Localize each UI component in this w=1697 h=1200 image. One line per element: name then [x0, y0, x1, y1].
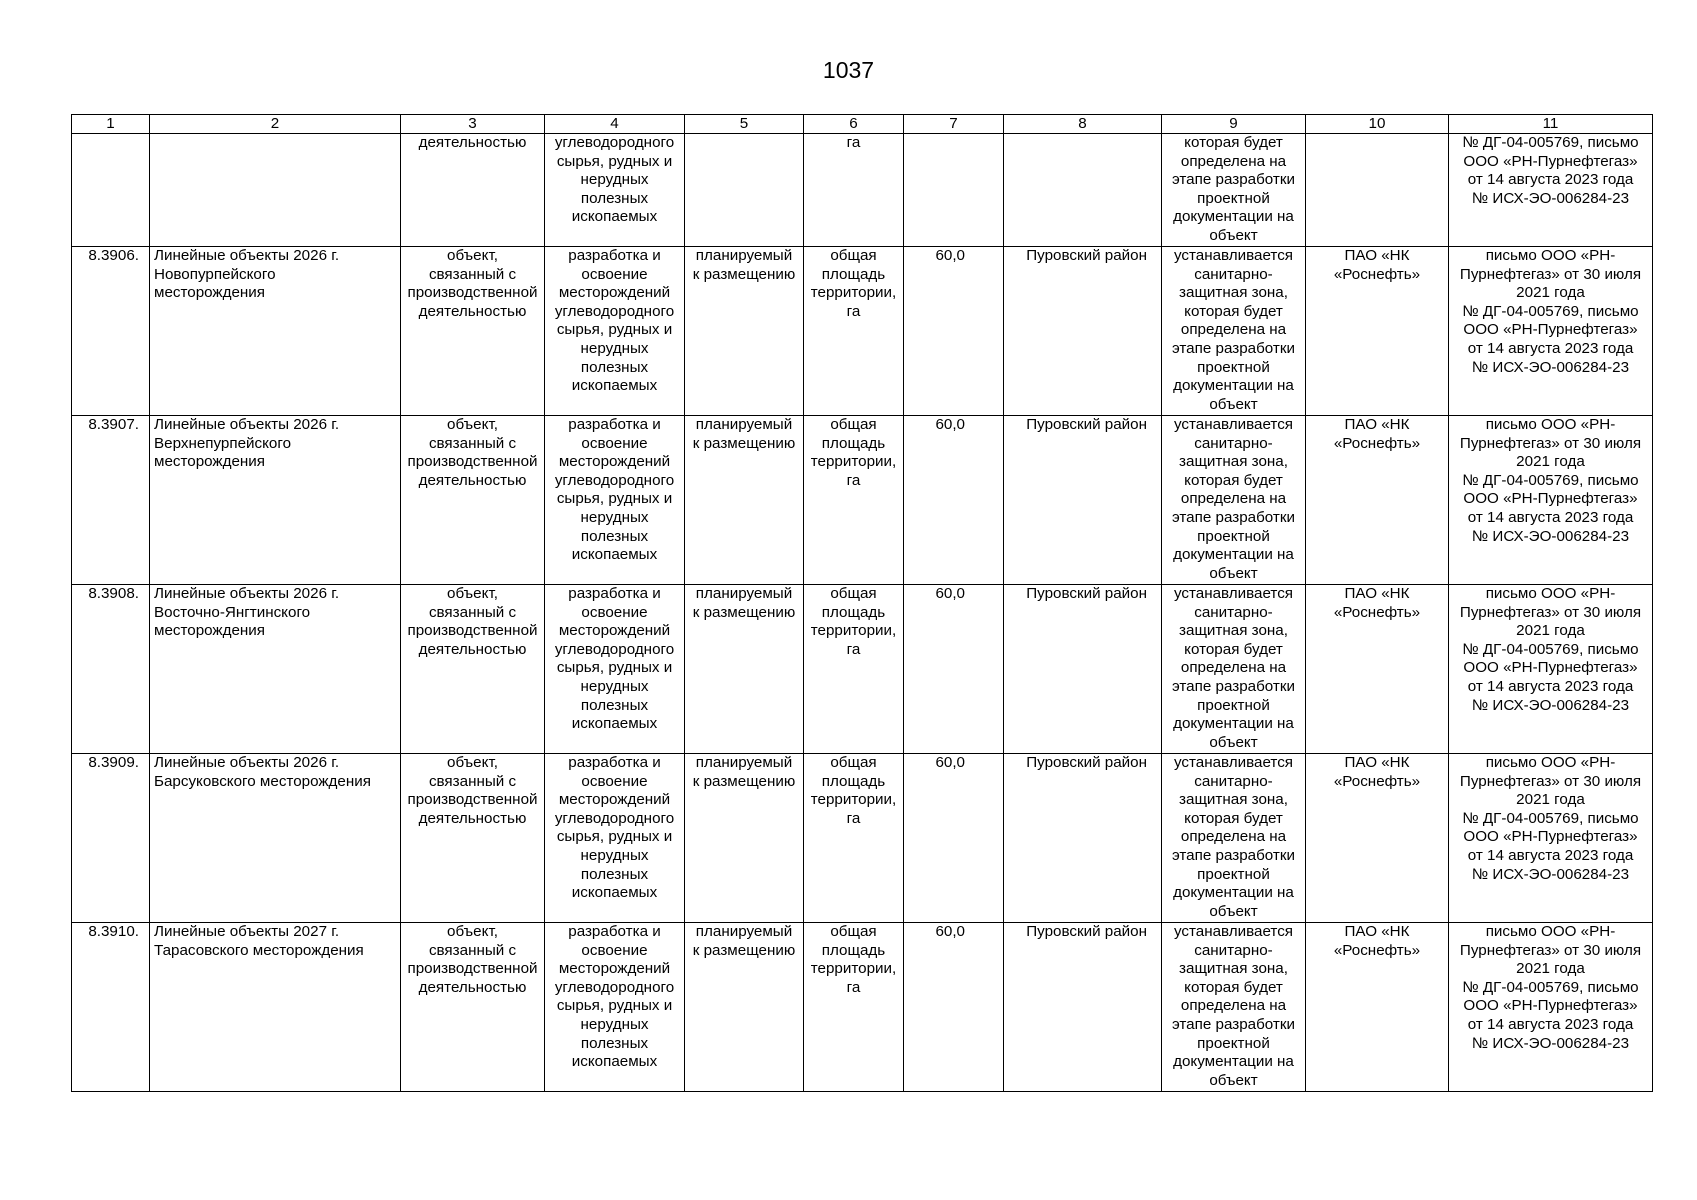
cell-number: 8.3908.	[72, 585, 150, 754]
column-header: 1	[72, 115, 150, 134]
cell-location: Пуровский район	[1004, 585, 1162, 754]
cell-owner: ПАО «НК «Роснефть»	[1306, 754, 1449, 923]
cell-object-name: Линейные объекты 2026 г. Барсуковского месторождения	[150, 754, 401, 923]
cell-zone: устанавливается санитарно- защитная зона, которая будет определена на этапе разработки проектной документации на объект	[1162, 923, 1306, 1092]
cell-characteristic: общая площадь территории, га	[804, 416, 904, 585]
table-row	[72, 416, 1653, 585]
cell-object-name	[150, 134, 401, 247]
column-header: 8	[1004, 115, 1162, 134]
cell-characteristic: общая площадь территории, га	[804, 754, 904, 923]
cell-object-type: объект, связанный с производственной деятельностью	[401, 247, 545, 416]
cell-number	[72, 134, 150, 247]
cell-object-type: объект, связанный с производственной деятельностью	[401, 585, 545, 754]
cell-object-name: Линейные объекты 2026 г. Верхнепурпейского месторождения	[150, 416, 401, 585]
cell-location	[1004, 134, 1162, 247]
cell-number: 8.3909.	[72, 754, 150, 923]
cell-object-type: объект, связанный с производственной деятельностью	[401, 754, 545, 923]
cell-location: Пуровский район	[1004, 416, 1162, 585]
table-row-continued	[72, 134, 1653, 247]
cell-status	[685, 134, 804, 247]
page-number: 1037	[822, 57, 875, 83]
cell-basis: письмо ООО «РН- Пурнефтегаз» от 30 июля 2021 года № ДГ-04-005769, письмо ООО «РН-Пурнефтегаз» от 14 августа 2023 года № ИСХ-ЭО-006284-23	[1449, 416, 1653, 585]
cell-characteristic: общая площадь территории, га	[804, 585, 904, 754]
table-row	[72, 923, 1653, 1092]
table-row	[72, 585, 1653, 754]
cell-basis: № ДГ-04-005769, письмо ООО «РН-Пурнефтегаз» от 14 августа 2023 года № ИСХ-ЭО-006284-23	[1449, 134, 1653, 247]
cell-object-name: Линейные объекты 2026 г. Новопурпейского месторождения	[150, 247, 401, 416]
cell-number: 8.3906.	[72, 247, 150, 416]
cell-owner: ПАО «НК «Роснефть»	[1306, 923, 1449, 1092]
column-header: 9	[1162, 115, 1306, 134]
cell-purpose: разработка и освоение месторождений углеводородного сырья, рудных и нерудных полезных ископаемых	[545, 923, 685, 1092]
cell-zone: устанавливается санитарно- защитная зона, которая будет определена на этапе разработки проектной документации на объект	[1162, 416, 1306, 585]
cell-object-name: Линейные объекты 2026 г. Восточно-Янгтинского месторождения	[150, 585, 401, 754]
cell-status: планируемый к размещению	[685, 923, 804, 1092]
cell-value: 60,0	[904, 247, 1004, 416]
cell-location: Пуровский район	[1004, 247, 1162, 416]
cell-owner: ПАО «НК «Роснефть»	[1306, 247, 1449, 416]
cell-purpose: разработка и освоение месторождений углеводородного сырья, рудных и нерудных полезных ископаемых	[545, 585, 685, 754]
registry-table	[71, 114, 1653, 1092]
cell-zone: устанавливается санитарно- защитная зона, которая будет определена на этапе разработки проектной документации на объект	[1162, 585, 1306, 754]
cell-owner	[1306, 134, 1449, 247]
cell-value: 60,0	[904, 416, 1004, 585]
cell-object-name: Линейные объекты 2027 г. Тарасовского месторождения	[150, 923, 401, 1092]
cell-zone: устанавливается санитарно- защитная зона, которая будет определена на этапе разработки проектной документации на объект	[1162, 247, 1306, 416]
cell-value: 60,0	[904, 923, 1004, 1092]
column-header: 10	[1306, 115, 1449, 134]
cell-zone: которая будет определена на этапе разработки проектной документации на объект	[1162, 134, 1306, 247]
cell-purpose: углеводородного сырья, рудных и нерудных полезных ископаемых	[545, 134, 685, 247]
cell-status: планируемый к размещению	[685, 585, 804, 754]
cell-owner: ПАО «НК «Роснефть»	[1306, 585, 1449, 754]
cell-value: 60,0	[904, 585, 1004, 754]
cell-number: 8.3907.	[72, 416, 150, 585]
cell-value: 60,0	[904, 754, 1004, 923]
column-header: 11	[1449, 115, 1653, 134]
cell-zone: устанавливается санитарно- защитная зона, которая будет определена на этапе разработки проектной документации на объект	[1162, 754, 1306, 923]
cell-characteristic: га	[804, 134, 904, 247]
cell-object-type: деятельностью	[401, 134, 545, 247]
cell-number: 8.3910.	[72, 923, 150, 1092]
cell-characteristic: общая площадь территории, га	[804, 923, 904, 1092]
cell-owner: ПАО «НК «Роснефть»	[1306, 416, 1449, 585]
cell-basis: письмо ООО «РН- Пурнефтегаз» от 30 июля 2021 года № ДГ-04-005769, письмо ООО «РН-Пурнефтегаз» от 14 августа 2023 года № ИСХ-ЭО-006284-23	[1449, 247, 1653, 416]
column-header: 3	[401, 115, 545, 134]
cell-status: планируемый к размещению	[685, 247, 804, 416]
cell-basis: письмо ООО «РН- Пурнефтегаз» от 30 июля 2021 года № ДГ-04-005769, письмо ООО «РН-Пурнефтегаз» от 14 августа 2023 года № ИСХ-ЭО-006284-23	[1449, 754, 1653, 923]
cell-location: Пуровский район	[1004, 923, 1162, 1092]
cell-purpose: разработка и освоение месторождений углеводородного сырья, рудных и нерудных полезных ископаемых	[545, 754, 685, 923]
table-row	[72, 754, 1653, 923]
cell-object-type: объект, связанный с производственной деятельностью	[401, 923, 545, 1092]
column-header: 4	[545, 115, 685, 134]
column-header: 2	[150, 115, 401, 134]
cell-purpose: разработка и освоение месторождений углеводородного сырья, рудных и нерудных полезных ископаемых	[545, 416, 685, 585]
cell-basis: письмо ООО «РН- Пурнефтегаз» от 30 июля 2021 года № ДГ-04-005769, письмо ООО «РН-Пурнефтегаз» от 14 августа 2023 года № ИСХ-ЭО-006284-23	[1449, 585, 1653, 754]
column-header: 6	[804, 115, 904, 134]
cell-purpose: разработка и освоение месторождений углеводородного сырья, рудных и нерудных полезных ископаемых	[545, 247, 685, 416]
column-header: 5	[685, 115, 804, 134]
cell-value	[904, 134, 1004, 247]
cell-characteristic: общая площадь территории, га	[804, 247, 904, 416]
cell-basis: письмо ООО «РН- Пурнефтегаз» от 30 июля 2021 года № ДГ-04-005769, письмо ООО «РН-Пурнефтегаз» от 14 августа 2023 года № ИСХ-ЭО-006284-23	[1449, 923, 1653, 1092]
cell-status: планируемый к размещению	[685, 416, 804, 585]
cell-status: планируемый к размещению	[685, 754, 804, 923]
cell-location: Пуровский район	[1004, 754, 1162, 923]
table-row	[72, 247, 1653, 416]
cell-object-type: объект, связанный с производственной деятельностью	[401, 416, 545, 585]
column-header: 7	[904, 115, 1004, 134]
column-number-header-row	[72, 115, 1653, 134]
